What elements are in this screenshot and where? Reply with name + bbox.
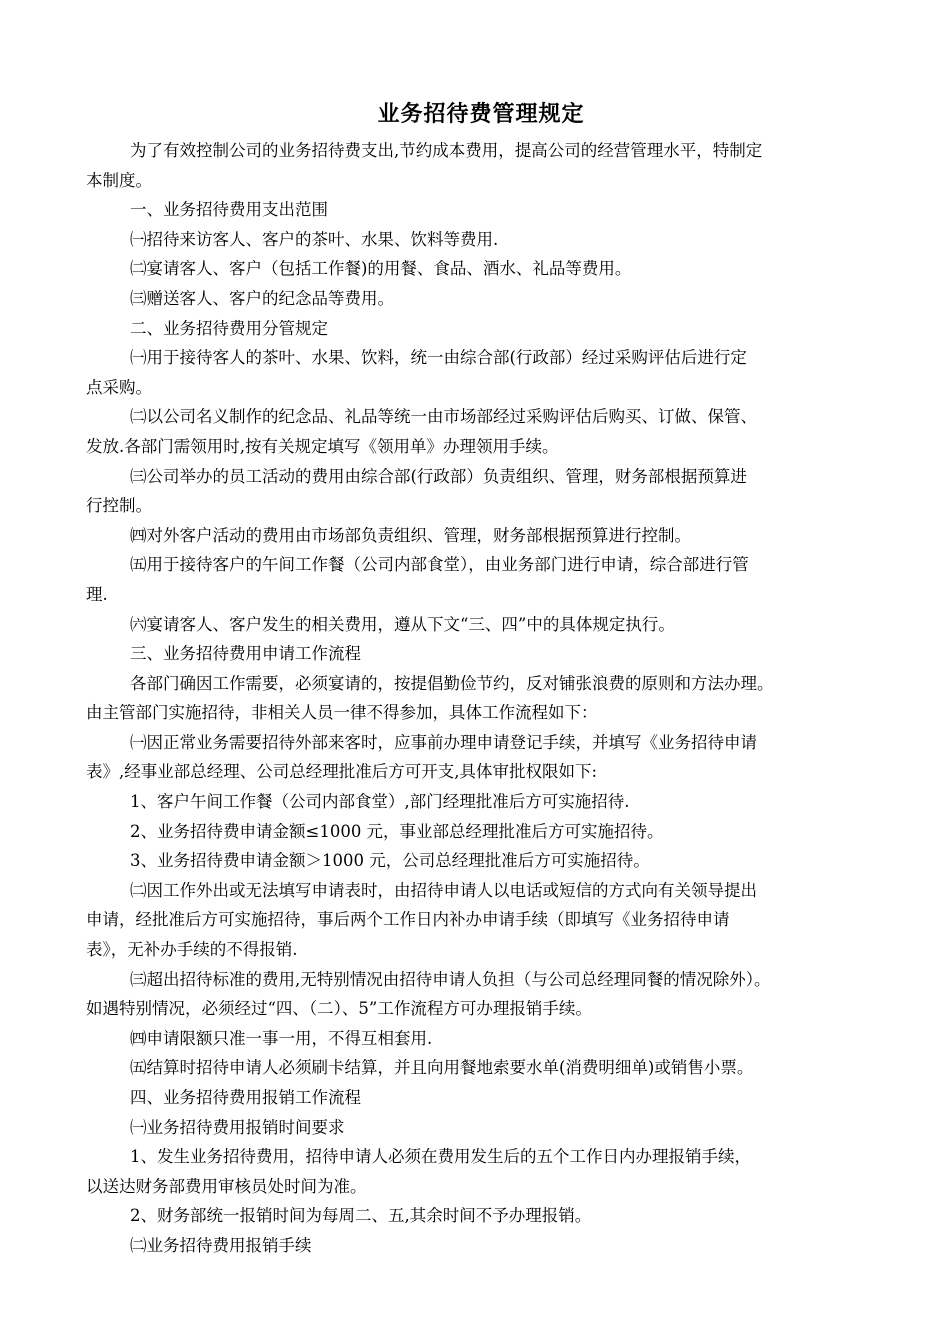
text-line: 三、业务招待费用申请工作流程	[130, 644, 361, 664]
document-body	[86, 136, 876, 1261]
text-line: 3、业务招待费申请金额＞1000 元，公司总经理批准后方可实施招待。	[130, 851, 650, 871]
text-line: ㈠因正常业务需要招待外部来客时，应事前办理申请登记手续，并填写《业务招待申请	[130, 732, 757, 752]
text-line: 各部门确因工作需要，必须宴请的，按提倡勤俭节约，反对铺张浪费的原则和方法办理。	[130, 673, 774, 693]
text-line: 一、业务招待费用支出范围	[130, 200, 328, 220]
text-line: 四、业务招待费用报销工作流程	[130, 1088, 361, 1107]
text-line: ㈠业务招待费用报销时间要求	[130, 1117, 345, 1137]
text-line: ㈣对外客户活动的费用由市场部负责组织、管理，财务部根据预算进行控制。	[130, 525, 691, 545]
text-line: 表》,经事业部总经理、公司总经理批准后方可开支,具体审批权限如下:	[86, 762, 598, 782]
text-line: ㈥宴请客人、客户发生的相关费用，遵从下文“三、四”中的具体规定执行。	[130, 614, 675, 634]
text-line: 本制度。	[86, 170, 152, 190]
text-line: ㈡以公司名义制作的纪念品、礼品等统一由市场部经过采购评估后购买、订做、保管、	[130, 407, 757, 427]
text-line: 表》，无补办手续的不得报销.	[86, 940, 298, 960]
text-line: ㈣申请限额只准一事一用，不得互相套用.	[130, 1028, 433, 1048]
text-line: ㈡业务招待费用报销手续	[130, 1235, 312, 1255]
text-line: 发放.各部门需领用时,按有关规定填写《领用单》办理领用手续。	[86, 436, 559, 456]
text-line: 1、客户午间工作餐（公司内部食堂）,部门经理批准后方可实施招待.	[130, 792, 630, 812]
text-line: ㈤用于接待客户的午间工作餐（公司内部食堂），由业务部门进行申请，综合部进行管	[130, 555, 749, 575]
text-line: 2、业务招待费申请金额≤1000 元，事业部总经理批准后方可实施招待。	[130, 821, 664, 841]
text-line: 1、发生业务招待费用，招待申请人必须在费用发生后的五个工作日内办理报销手续，	[130, 1147, 751, 1167]
text-line: 2、财务部统一报销时间为每周二、五,其余时间不予办理报销。	[130, 1206, 592, 1226]
text-line: 如遇特别情况，必须经过“四、（二）、5”工作流程方可办理报销手续。	[86, 999, 592, 1019]
text-line: 以送达财务部费用审核员处时间为准。	[86, 1176, 367, 1196]
text-line: ㈠招待来访客人、客户的茶叶、水果、饮料等费用.	[130, 229, 499, 249]
text-line: ㈢公司举办的员工活动的费用由综合部(行政部）负责组织、管理，财务部根据预算进	[130, 466, 747, 486]
text-line: ㈢赠送客人、客户的纪念品等费用。	[130, 288, 394, 308]
document-page	[86, 96, 876, 1261]
text-line: 二、业务招待费用分管规定	[130, 318, 328, 338]
text-line: 由主管部门实施招待，非相关人员一律不得参加，具体工作流程如下：	[86, 703, 598, 723]
text-line: ㈡因工作外出或无法填写申请表时，由招待申请人以电话或短信的方式向有关领导提出	[130, 880, 757, 900]
text-line: 理.	[86, 584, 108, 604]
text-line: ㈠用于接待客人的茶叶、水果、饮料，统一由综合部(行政部）经过采购评估后进行定	[130, 348, 747, 368]
text-line: ㈡宴请客人、客户（包括工作餐)的用餐、食品、酒水、礼品等费用。	[130, 259, 632, 279]
document-title: 业务招待费管理规定	[377, 102, 585, 127]
text-line: 为了有效控制公司的业务招待费支出,节约成本费用，提高公司的经营管理水平，特制定	[130, 141, 763, 160]
text-line: ㈢超出招待标准的费用,无特别情况由招待申请人负担（与公司总经理同餐的情况除外）。	[130, 969, 771, 989]
text-line: 申请，经批准后方可实施招待，事后两个工作日内补办申请手续（即填写《业务招待申请	[86, 910, 730, 930]
text-line: 点采购。	[86, 377, 152, 397]
text-line: ㈤结算时招待申请人必须刷卡结算，并且向用餐地索要水单(消费明细单)或销售小票。	[130, 1058, 754, 1078]
text-line: 行控制。	[86, 496, 152, 516]
